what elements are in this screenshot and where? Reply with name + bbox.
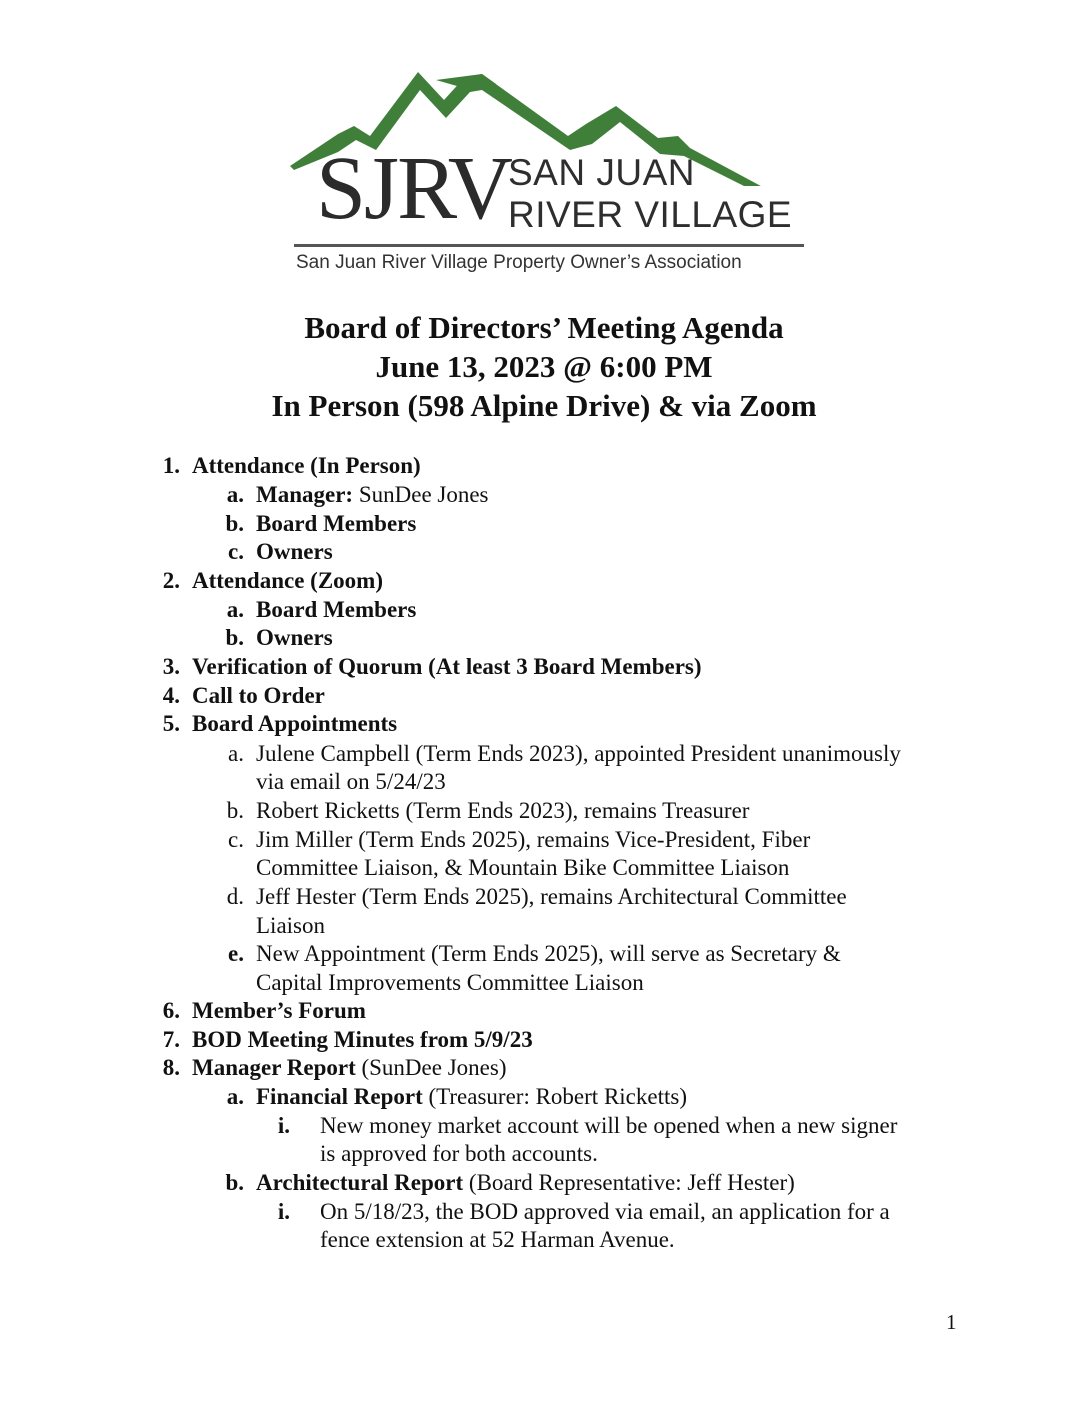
item-number: c. — [228, 827, 244, 852]
item-text: Attendance (Zoom) — [192, 568, 383, 593]
item-text-continued: Capital Improvements Committee Liaison — [256, 970, 644, 995]
item-text: Call to Order — [192, 683, 325, 708]
logo-subtitle: San Juan River Village Property Owner’s Association — [296, 252, 742, 273]
item-bold-label: Manager: — [256, 482, 354, 507]
item-number: a. — [226, 482, 244, 507]
item-number: 8. — [162, 1055, 180, 1080]
item-number: i. — [277, 1199, 290, 1224]
logo-monogram: SJRV — [316, 139, 511, 238]
title-line-3: In Person (598 Alpine Drive) & via Zoom — [271, 388, 817, 423]
logo-divider — [294, 244, 804, 247]
logo-wordmark — [508, 152, 792, 236]
item-text — [256, 1083, 687, 1112]
item-text — [192, 1054, 506, 1083]
item-detail: (Treasurer: Robert Ricketts) — [422, 1084, 687, 1109]
item-number: 4. — [162, 683, 180, 708]
item-number: b. — [225, 625, 244, 650]
item-number: a. — [226, 1084, 244, 1109]
item-number: a. — [226, 597, 244, 622]
item-bold-label: Financial Report — [256, 1084, 423, 1109]
item-text: Board Members — [256, 511, 417, 536]
item-text: Verification of Quorum (At least 3 Board Members) — [192, 654, 702, 679]
item-number: a. — [228, 741, 244, 766]
item-text: Robert Ricketts (Term Ends 2023), remains Treasurer — [256, 798, 750, 823]
item-number: 6. — [162, 998, 180, 1023]
title-line-2: June 13, 2023 @ 6:00 PM — [375, 349, 713, 384]
item-text: Board Members — [256, 597, 417, 622]
item-number: i. — [277, 1113, 290, 1138]
item-text — [256, 1169, 795, 1198]
page-title — [0, 308, 1088, 425]
item-number: 3. — [162, 654, 180, 679]
item-text: Julene Campbell (Term Ends 2023), appointed President unanimously — [256, 741, 901, 766]
item-number: b. — [225, 1170, 244, 1195]
page-number: 1 — [946, 1310, 957, 1334]
item-text-continued: is approved for both accounts. — [320, 1141, 598, 1166]
item-detail: (Board Representative: Jeff Hester) — [463, 1170, 795, 1195]
item-number: 5. — [162, 711, 180, 736]
item-number: 2. — [162, 568, 180, 593]
logo-name-line2: RIVER VILLAGE — [508, 194, 793, 235]
item-text: Owners — [256, 539, 333, 564]
item-text: Jim Miller (Term Ends 2025), remains Vice-President, Fiber — [256, 827, 811, 852]
item-text-continued: via email on 5/24/23 — [256, 769, 446, 794]
item-bold-label: Manager Report — [192, 1055, 356, 1080]
item-text: Attendance (In Person) — [192, 453, 421, 478]
item-text: New money market account will be opened when a new signer — [320, 1113, 898, 1138]
item-text-continued: Liaison — [256, 913, 325, 938]
item-text: On 5/18/23, the BOD approved via email, an application for a — [320, 1199, 890, 1224]
item-text: Owners — [256, 625, 333, 650]
title-line-1: Board of Directors’ Meeting Agenda — [304, 310, 784, 345]
item-text — [256, 481, 489, 510]
item-number: c. — [228, 539, 244, 564]
item-text: Member’s Forum — [192, 998, 366, 1023]
item-text: New Appointment (Term Ends 2025), will serve as Secretary & — [256, 941, 841, 966]
item-number: e. — [228, 941, 244, 966]
item-number: b. — [225, 511, 244, 536]
item-text-continued: Committee Liaison, & Mountain Bike Committee Liaison — [256, 855, 790, 880]
item-detail: (SunDee Jones) — [355, 1055, 507, 1080]
item-bold-label: Architectural Report — [256, 1170, 464, 1195]
item-text: BOD Meeting Minutes from 5/9/23 — [192, 1027, 533, 1052]
item-number: d. — [226, 884, 244, 909]
item-text: Jeff Hester (Term Ends 2025), remains Architectural Committee — [256, 884, 847, 909]
item-number: 1. — [162, 453, 180, 478]
item-number: b. — [226, 798, 244, 823]
item-detail: SunDee Jones — [353, 482, 489, 507]
association-logo — [286, 66, 808, 282]
item-text-continued: fence extension at 52 Harman Avenue. — [320, 1227, 675, 1252]
item-number: 7. — [162, 1027, 180, 1052]
logo-name-line1: SAN JUAN — [508, 152, 695, 193]
item-text: Board Appointments — [192, 711, 398, 736]
